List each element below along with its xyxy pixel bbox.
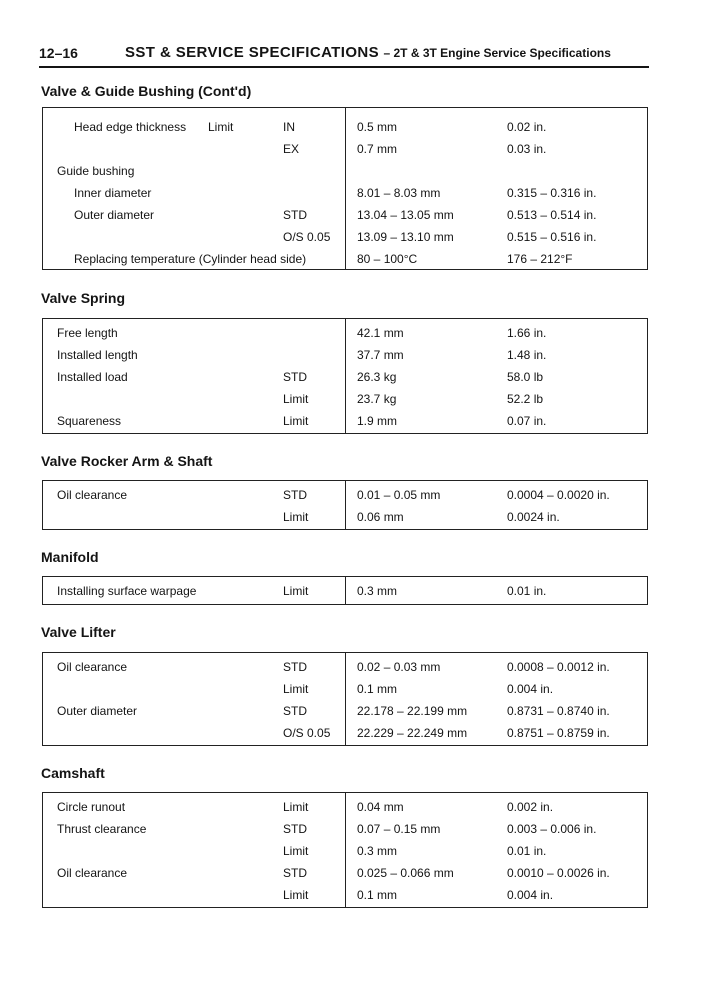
spec-row: [43, 366, 647, 388]
spec-table: [42, 480, 648, 530]
spec-condition: Limit: [283, 682, 309, 696]
page-header: [39, 42, 649, 68]
spec-metric-value: 0.04 mm: [357, 800, 404, 814]
spec-metric-value: 26.3 kg: [357, 370, 397, 384]
spec-condition: STD: [283, 370, 307, 384]
spec-english-value: 0.0024 in.: [507, 510, 560, 524]
spec-row: [43, 182, 647, 204]
spec-english-value: 52.2 lb: [507, 392, 544, 406]
spec-row: [43, 138, 647, 160]
spec-row: [43, 722, 647, 744]
spec-metric-value: 13.09 – 13.10 mm: [357, 230, 454, 244]
spec-english-value: 0.8751 – 0.8759 in.: [507, 726, 610, 740]
spec-row: [43, 388, 647, 410]
spec-condition: STD: [283, 488, 307, 502]
spec-metric-value: 0.5 mm: [357, 120, 398, 134]
spec-metric-value: 0.1 mm: [357, 888, 398, 902]
spec-table: [42, 318, 648, 434]
spec-metric-value: 8.01 – 8.03 mm: [357, 186, 441, 200]
section-title: Camshaft: [41, 765, 105, 781]
spec-table: [42, 107, 648, 270]
spec-english-value: 0.004 in.: [507, 888, 554, 902]
spec-item-label: Outer diameter: [74, 208, 155, 222]
spec-condition: Limit: [283, 800, 309, 814]
spec-item-label: Replacing temperature (Cylinder head side): [74, 252, 307, 266]
spec-row: [43, 862, 647, 884]
spec-item-label: Oil clearance: [57, 488, 128, 502]
section-title: Valve Spring: [41, 290, 126, 306]
spec-row: [43, 484, 647, 506]
spec-metric-value: 22.229 – 22.249 mm: [357, 726, 468, 740]
spec-metric-value: 23.7 kg: [357, 392, 397, 406]
spec-condition: Limit: [283, 392, 309, 406]
spec-english-value: 0.8731 – 0.8740 in.: [507, 704, 610, 718]
spec-metric-value: 0.025 – 0.066 mm: [357, 866, 454, 880]
section-title: Valve Rocker Arm & Shaft: [41, 453, 213, 469]
spec-english-value: 0.004 in.: [507, 682, 554, 696]
spec-item-label: Thrust clearance: [57, 822, 147, 836]
spec-row: [43, 344, 647, 366]
spec-item-label: Oil clearance: [57, 866, 128, 880]
spec-item-label: Installed load: [57, 370, 128, 384]
spec-english-value: 176 – 212°F: [507, 252, 573, 266]
spec-item-label: Head edge thickness: [74, 120, 187, 134]
spec-row: [43, 700, 647, 722]
spec-metric-value: 42.1 mm: [357, 326, 404, 340]
spec-metric-value: 22.178 – 22.199 mm: [357, 704, 468, 718]
spec-metric-value: 80 – 100°C: [357, 252, 418, 266]
spec-item-label: Guide bushing: [57, 164, 135, 178]
spec-metric-value: 0.07 – 0.15 mm: [357, 822, 441, 836]
spec-row: [43, 678, 647, 700]
spec-metric-value: 37.7 mm: [357, 348, 404, 362]
spec-english-value: 0.515 – 0.516 in.: [507, 230, 597, 244]
spec-condition: STD: [283, 866, 307, 880]
spec-condition: STD: [283, 704, 307, 718]
spec-english-value: 0.003 – 0.006 in.: [507, 822, 597, 836]
spec-metric-value: 0.01 – 0.05 mm: [357, 488, 441, 502]
spec-table: [42, 792, 648, 908]
spec-condition: STD: [283, 822, 307, 836]
spec-row: [43, 884, 647, 906]
spec-condition: Limit: [283, 888, 309, 902]
spec-english-value: 0.03 in.: [507, 142, 547, 156]
spec-condition: Limit: [283, 510, 309, 524]
spec-english-value: 0.315 – 0.316 in.: [507, 186, 597, 200]
spec-item-label: Inner diameter: [74, 186, 152, 200]
spec-row: [43, 656, 647, 678]
spec-english-value: 0.07 in.: [507, 414, 547, 428]
spec-english-value: 0.002 in.: [507, 800, 554, 814]
header-title: SST & SERVICE SPECIFICATIONS: [125, 44, 380, 61]
spec-english-value: 1.48 in.: [507, 348, 547, 362]
spec-english-value: 0.02 in.: [507, 120, 547, 134]
spec-condition: STD: [283, 208, 307, 222]
spec-item-label: Oil clearance: [57, 660, 128, 674]
spec-condition: STD: [283, 660, 307, 674]
spec-condition: Limit: [283, 584, 309, 598]
spec-english-value: 0.0010 – 0.0026 in.: [507, 866, 610, 880]
spec-english-value: 0.0004 – 0.0020 in.: [507, 488, 610, 502]
spec-row: [43, 580, 647, 602]
spec-row: [43, 322, 647, 344]
spec-item-label: Free length: [57, 326, 118, 340]
spec-row: [43, 248, 647, 270]
spec-table: [42, 652, 648, 746]
spec-row: [43, 796, 647, 818]
spec-table: [42, 576, 648, 605]
spec-metric-value: 0.3 mm: [357, 844, 398, 858]
spec-english-value: 0.513 – 0.514 in.: [507, 208, 597, 222]
spec-metric-value: 0.06 mm: [357, 510, 404, 524]
spec-english-value: 58.0 lb: [507, 370, 544, 384]
spec-english-value: 0.0008 – 0.0012 in.: [507, 660, 610, 674]
spec-condition: O/S 0.05: [283, 230, 331, 244]
spec-english-value: 0.01 in.: [507, 844, 547, 858]
spec-condition: Limit: [283, 844, 309, 858]
spec-metric-value: 0.1 mm: [357, 682, 398, 696]
section-title: Manifold: [41, 549, 99, 565]
spec-row: [43, 160, 647, 182]
spec-metric-value: 0.7 mm: [357, 142, 398, 156]
spec-row: [43, 410, 647, 432]
spec-item-label: Installed length: [57, 348, 138, 362]
spec-item-label: Outer diameter: [57, 704, 138, 718]
spec-row: [43, 506, 647, 528]
spec-item-label: Circle runout: [57, 800, 126, 814]
spec-metric-value: 0.3 mm: [357, 584, 398, 598]
spec-row: [43, 818, 647, 840]
spec-metric-value: 13.04 – 13.05 mm: [357, 208, 454, 222]
spec-row: [43, 116, 647, 138]
section-title: Valve & Guide Bushing (Cont'd): [41, 83, 252, 99]
header-title-group: [125, 44, 611, 62]
section-title: Valve Lifter: [41, 624, 116, 640]
spec-english-value: 1.66 in.: [507, 326, 547, 340]
spec-row: [43, 840, 647, 862]
page-number: 12–16: [39, 45, 78, 61]
spec-condition: IN: [283, 120, 295, 134]
spec-item-label: Squareness: [57, 414, 122, 428]
spec-limit-label: Limit: [208, 120, 234, 134]
spec-condition: O/S 0.05: [283, 726, 331, 740]
spec-english-value: 0.01 in.: [507, 584, 547, 598]
spec-metric-value: 1.9 mm: [357, 414, 398, 428]
spec-row: [43, 204, 647, 226]
spec-condition: Limit: [283, 414, 309, 428]
header-subtitle: – 2T & 3T Engine Service Specifications: [383, 46, 611, 60]
spec-metric-value: 0.02 – 0.03 mm: [357, 660, 441, 674]
spec-condition: EX: [283, 142, 300, 156]
spec-row: [43, 226, 647, 248]
spec-item-label: Installing surface warpage: [57, 584, 197, 598]
